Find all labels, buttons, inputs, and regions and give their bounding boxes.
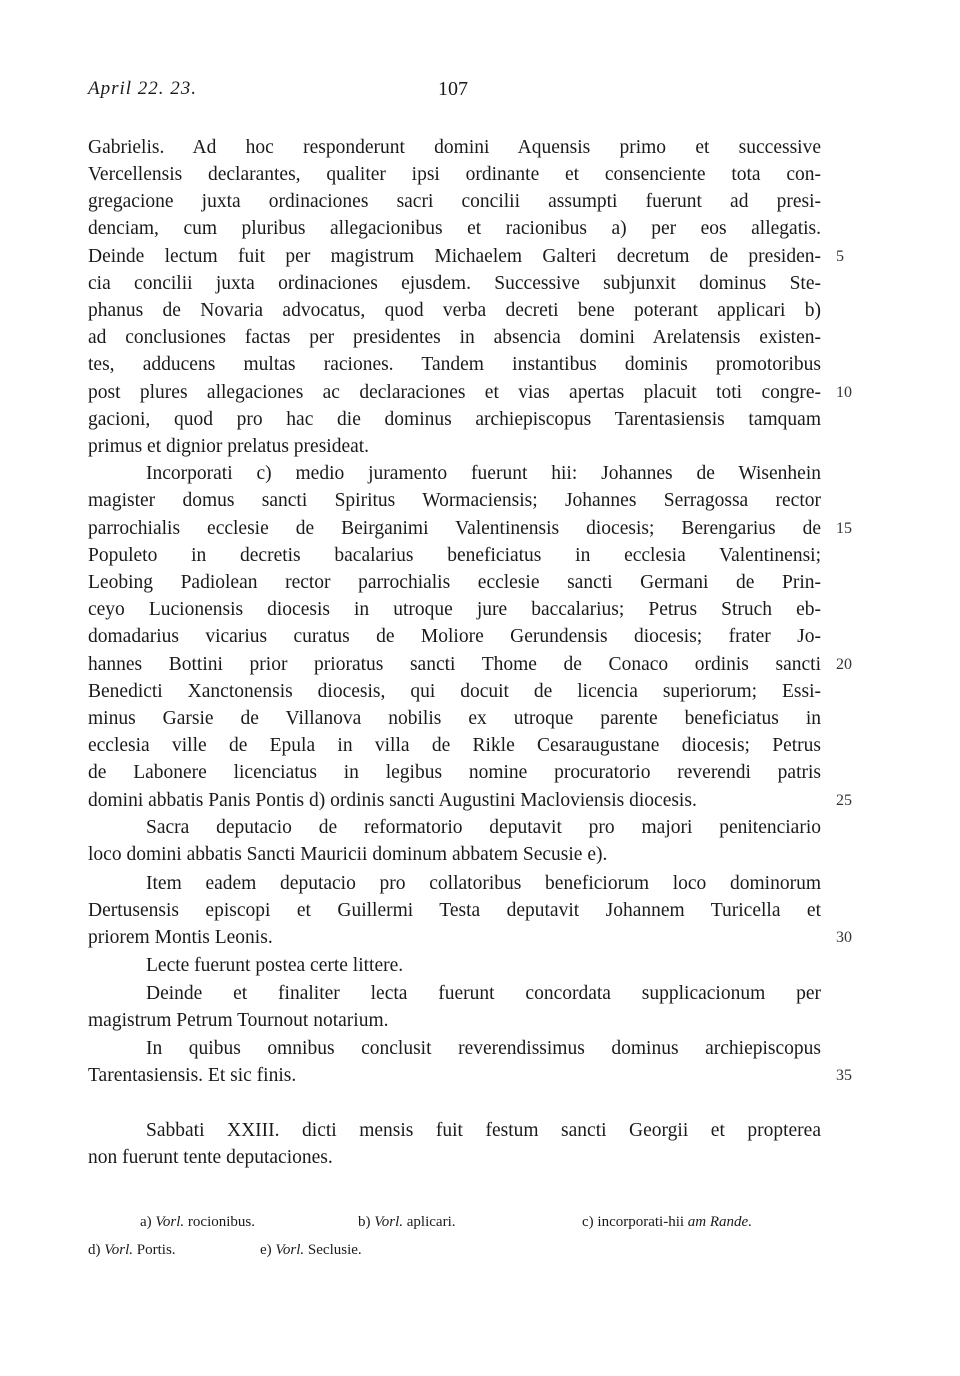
footnote [88, 1240, 176, 1260]
text-line: Sacra deputacio de reformatorio deputavit pro majori penitenciario [146, 817, 821, 838]
text-line: Leobing Padiolean rector parrochialis ecclesie sancti Germani de Prin- [88, 572, 821, 593]
text-line: Populeto in decretis bacalarius beneficiatus in ecclesia Valentinensi; [88, 545, 821, 566]
text-line: Benedicti Xanctonensis diocesis, qui docuit de licencia superiorum; Essi- [88, 681, 821, 702]
footnote [260, 1240, 362, 1260]
text-line: gregacione juxta ordinaciones sacri concilii assumpti fuerunt ad presi- [88, 191, 821, 212]
text-line: Item eadem deputacio pro collatoribus beneficiorum loco dominorum [146, 873, 821, 894]
footnote-text: incorporati-hii [597, 1214, 685, 1230]
text-line: denciam, cum pluribus allegacionibus et racionibus a) per eos allegatis. [88, 218, 821, 239]
footnote [140, 1212, 255, 1232]
line-number: 5 [836, 248, 844, 265]
footnote [582, 1212, 752, 1232]
footnote-label: Vorl. [275, 1242, 305, 1258]
text-line: Gabrielis. Ad hoc responderunt domini Aquensis primo et successive [88, 137, 821, 158]
text-line: magistrum Petrum Tournout notarium. [88, 1010, 389, 1031]
text-line: ad conclusiones factas per presidentes in absencia domini Arelatensis existen- [88, 327, 821, 348]
text-line: Deinde et finaliter lecta fuerunt concordata supplicacionum per [146, 983, 821, 1004]
text-line: Dertusensis episcopi et Guillermi Testa deputavit Johannem Turicella et [88, 900, 821, 921]
line-number: 10 [836, 384, 852, 401]
footnote-text: Seclusie. [307, 1242, 362, 1258]
running-head: April 22. 23. [88, 78, 198, 99]
text-line: magister domus sancti Spiritus Wormaciensis; Johannes Serragossa rector [88, 490, 821, 511]
footnote-text: aplicari. [406, 1214, 456, 1230]
footnote-label: Vorl. [104, 1242, 134, 1258]
text-line: Tarentasiensis. Et sic finis. [88, 1065, 297, 1086]
line-number: 35 [836, 1067, 852, 1084]
text-line: Lecte fuerunt postea certe littere. [146, 955, 404, 976]
footnote-label: Vorl. [374, 1214, 404, 1230]
text-line: phanus de Novaria advocatus, quod verba decreti bene poterant applicari b) [88, 300, 821, 321]
footnote-mark: d) [88, 1242, 101, 1258]
text-line: gacioni, quod pro hac die dominus archiepiscopus Tarentasiensis tamquam [88, 409, 821, 430]
text-line: hannes Bottini prior prioratus sancti Thome de Conaco ordinis sancti [88, 654, 821, 675]
page-header [88, 78, 821, 106]
line-number: 15 [836, 520, 852, 537]
line-number: 25 [836, 792, 852, 809]
text-line: primus et dignior prelatus presideat. [88, 436, 370, 457]
footnote-mark: a) [140, 1214, 152, 1230]
text-line: Vercellensis declarantes, qualiter ipsi ordinante et consenciente tota con- [88, 164, 821, 185]
text-line: Deinde lectum fuit per magistrum Michaelem Galteri decretum de presiden- [88, 246, 821, 267]
footnote-text: Portis. [136, 1242, 176, 1258]
text-line: Sabbati XXIII. dicti mensis fuit festum sancti Georgii et propterea [146, 1120, 821, 1141]
text-line: domini abbatis Panis Pontis d) ordinis sancti Augustini Macloviensis diocesis. [88, 790, 697, 811]
page-number: 107 [438, 78, 468, 100]
text-line: non fuerunt tente deputaciones. [88, 1147, 333, 1168]
text-line: priorem Montis Leonis. [88, 927, 273, 948]
text-line: post plures allegaciones ac declaraciones et vias apertas placuit toti congre- [88, 382, 821, 403]
text-line: minus Garsie de Villanova nobilis ex utroque parente beneficiatus in [88, 708, 821, 729]
line-number: 30 [836, 929, 852, 946]
text-line: ecclesia ville de Epula in villa de Rikle Cesaraugustane diocesis; Petrus [88, 735, 821, 756]
text-line: parrochialis ecclesie de Beirganimi Valentinensis diocesis; Berengarius de [88, 518, 821, 539]
text-line: In quibus omnibus conclusit reverendissimus dominus archiepiscopus [146, 1038, 821, 1059]
footnote [358, 1212, 456, 1232]
text-line: cia concilii juxta ordinaciones ejusdem. Successive subjunxit dominus Ste- [88, 273, 821, 294]
text-line: de Labonere licenciatus in legibus nomine procuratorio reverendi patris [88, 762, 821, 783]
footnote-mark: b) [358, 1214, 371, 1230]
text-line: tes, adducens multas raciones. Tandem instantibus dominis promotoribus [88, 354, 821, 375]
footnote-label: am Rande. [687, 1214, 752, 1230]
line-number: 20 [836, 656, 852, 673]
footnote-text: rocionibus. [187, 1214, 255, 1230]
footnote-mark: e) [260, 1242, 272, 1258]
text-line: domadarius vicarius curatus de Moliore Gerundensis diocesis; frater Jo- [88, 626, 821, 647]
text-line: loco domini abbatis Sancti Mauricii dominum abbatem Secusie e). [88, 844, 608, 865]
text-line: ceyo Lucionensis diocesis in utroque jure baccalarius; Petrus Struch eb- [88, 599, 821, 620]
footnote-label: Vorl. [155, 1214, 185, 1230]
text-line: Incorporati c) medio juramento fuerunt hii: Johannes de Wisenhein [146, 463, 821, 484]
footnote-mark: c) [582, 1214, 594, 1230]
